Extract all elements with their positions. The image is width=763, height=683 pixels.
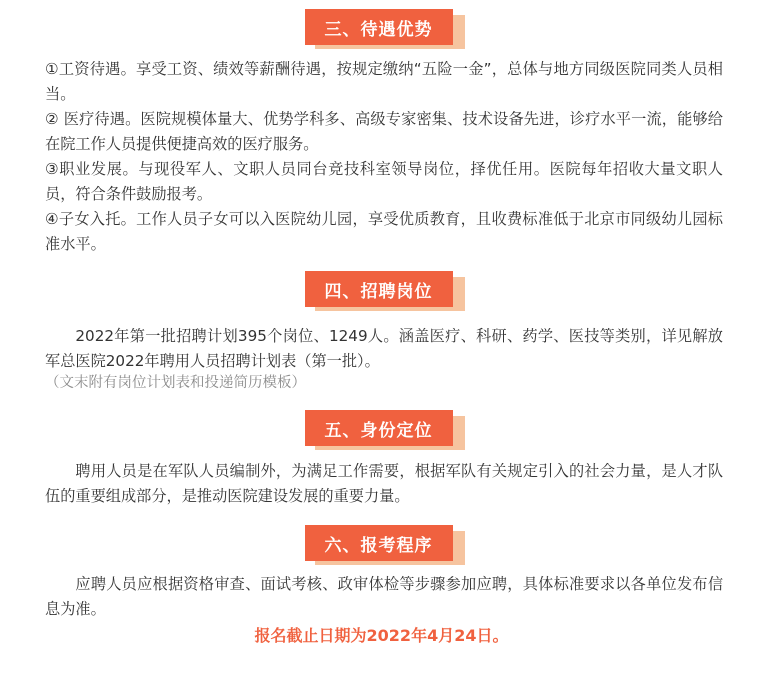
- positions-text: 2022年第一批招聘计划395个岗位、1249人。涵盖医疗、科研、药学、医技等类别，详见解放军总医院2022年聘用人员招聘计划表（第一批）。: [45, 327, 723, 370]
- treatment-item-career: ③职业发展。与现役军人、文职人员同台竞技科室领导岗位，择优任用。医院每年招收大量文职人员，符合条件鼓励报考。: [45, 160, 723, 203]
- deadline-notice: 报名截止日期为2022年4月24日。: [254, 626, 509, 645]
- section-header-positions: [305, 271, 459, 309]
- treatment-item-salary: ①工资待遇。享受工资、绩效等薪酬待遇，按规定缴纳“五险一金”，总体与地方同级医院同类人员相当。: [45, 60, 723, 103]
- section-header-identity: [305, 410, 459, 448]
- identity-text: 聘用人员是在军队人员编制外，为满足工作需要，根据军队有关规定引入的社会力量，是人才队伍的重要组成部分，是推动医院建设发展的重要力量。: [45, 462, 723, 505]
- section-header-treatment: [305, 9, 459, 47]
- section-title-identity: 五、身份定位: [305, 410, 453, 446]
- positions-note: （文末附有岗位计划表和投递简历模板）: [45, 375, 306, 391]
- section-title-positions: 四、招聘岗位: [305, 271, 453, 307]
- section-title-treatment: 三、待遇优势: [305, 9, 453, 45]
- treatment-item-childcare: ④子女入托。工作人员子女可以入医院幼儿园，享受优质教育，且收费标准低于北京市同级幼儿园标准水平。: [45, 210, 723, 253]
- treatment-item-medical: ② 医疗待遇。医院规模体量大、优势学科多、高级专家密集、技术设备先进，诊疗水平一流，能够给在院工作人员提供便捷高效的医疗服务。: [45, 110, 723, 153]
- section-title-procedure: 六、报考程序: [305, 525, 453, 561]
- section-header-procedure: [305, 525, 459, 563]
- procedure-text: 应聘人员应根据资格审查、面试考核、政审体检等步骤参加应聘，具体标准要求以各单位发布信息为准。: [45, 575, 723, 618]
